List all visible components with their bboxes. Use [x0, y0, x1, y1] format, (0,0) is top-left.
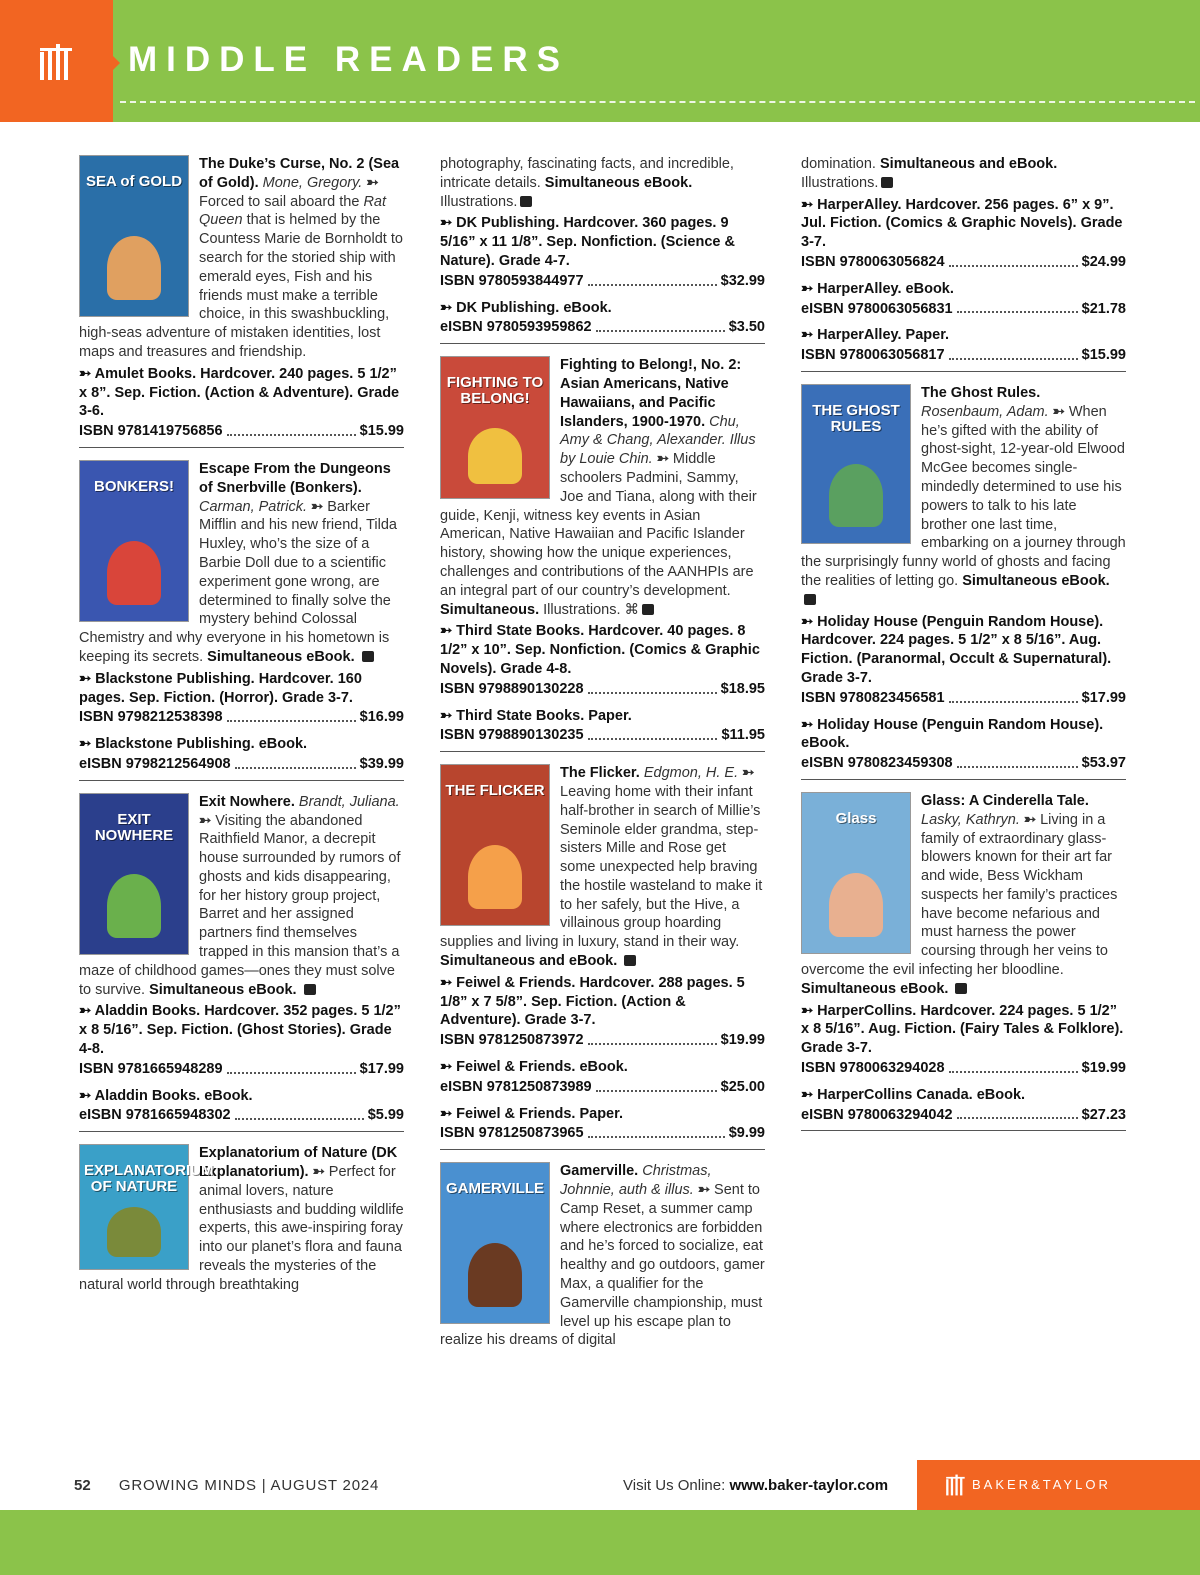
- isbn-number: eISBN 9798212564908: [79, 755, 231, 772]
- description-continued: domination.: [801, 156, 880, 172]
- price: $17.99: [359, 1060, 404, 1077]
- isbn-price-row: [801, 253, 1126, 272]
- description-continued: photography, fascinating facts, and incredible, intricate details.: [440, 156, 734, 191]
- arrow-icon: ➳: [1052, 403, 1069, 420]
- book-author: Chu, Amy & Chang, Alexander. Illus by Louie Chin.: [560, 413, 756, 468]
- book-cover-image[interactable]: [801, 792, 911, 954]
- isbn-number: ISBN 9780593844977: [440, 272, 584, 289]
- dot-leader: [957, 300, 1078, 314]
- isbn-number: eISBN 9780593959862: [440, 319, 592, 336]
- price: $5.99: [367, 1107, 404, 1124]
- isbn-number: eISBN 9781665948302: [79, 1107, 231, 1124]
- format-line: ➳ Feiwel & Friends. eBook.: [440, 1059, 628, 1076]
- isbn-price-row: [801, 754, 1126, 773]
- price: $17.99: [1081, 689, 1126, 706]
- book-title: The Duke’s Curse, No. 2 (Sea of Gold).: [199, 156, 400, 191]
- dot-leader: [949, 253, 1078, 267]
- baker-taylor-logo-icon: [945, 1473, 967, 1497]
- dot-leader: [596, 1078, 717, 1092]
- cover-title: EXIT NOWHERE: [94, 810, 174, 844]
- isbn-price-row: [79, 708, 404, 727]
- format-line: ➳ Aladdin Books. eBook.: [79, 1087, 253, 1104]
- ebook-icon: [642, 604, 654, 615]
- cover-figure: [468, 428, 522, 484]
- dot-leader: [588, 680, 717, 694]
- price: $27.23: [1081, 1106, 1126, 1123]
- book-entry: [801, 792, 1126, 1132]
- dot-leader: [235, 1106, 364, 1120]
- book-title: Exit Nowhere.: [199, 793, 299, 810]
- description-text: Middle schoolers Padmini, Sammy, Joe and Tiana, along with their guide, Kenji, witness key events in Asian American, Native Hawaiian and Pacific Islander history, showing how the unique experiences, challenges and contributions of the AANHPIs are an integral part of our country’s development.: [440, 451, 757, 599]
- price: $18.95: [720, 680, 765, 697]
- book-title: The Flicker.: [560, 765, 644, 782]
- description-text: Barker Mifflin and his new friend, Tilda Huxley, who’s the size of a Barbie Doll due to a scientific experiment gone wrong, are determined to finally solve the mystery behind Colossal Chemistry and why everyone in his hometown is keeping its secrets.: [79, 498, 398, 665]
- description-text: Leaving home with their infant half-brother in search of Millie’s Seminole elder grandma, step-sisters Mille and Rose get some unexpected help braving the hostile wasteland to make it to her safely, but the Hive, a villainous group hoarding supplies and living in luxury, stand in their way.: [440, 783, 763, 951]
- book-entry: [79, 155, 404, 448]
- isbn-number: eISBN 9780063294042: [801, 1106, 953, 1123]
- book-cover-image[interactable]: [79, 460, 189, 622]
- description-text: Living in a family of extraordinary glass-blowers known for their art far and wide, Bess Wickham suspects her family’s practices have become nefarious and must harness the power coursing through her veins to overcome the evil infecting her bloodline.: [801, 811, 1118, 979]
- cover-figure: [107, 541, 161, 605]
- book-author: Mone, Gregory.: [262, 174, 367, 191]
- book-entry: [440, 764, 765, 1150]
- page-number: 52: [74, 1477, 91, 1494]
- price: $53.97: [1081, 755, 1126, 772]
- isbn-number: ISBN 9798890130228: [440, 680, 584, 697]
- footer-visit: [623, 1477, 888, 1494]
- availability-note: Simultaneous and eBook.: [440, 953, 622, 970]
- format-line: ➳ DK Publishing. Hardcover. 360 pages. 9 5/16” x 11 1/8”. Sep. Nonfiction. (Science & Nature). Grade 4-7.: [440, 215, 735, 269]
- cover-title: BONKERS!: [93, 477, 174, 495]
- availability-note: Simultaneous eBook.: [801, 980, 953, 997]
- book-author: Rosenbaum, Adam.: [921, 403, 1053, 420]
- isbn-number: ISBN 9780823456581: [801, 689, 945, 706]
- dot-leader: [949, 689, 1078, 703]
- book-cover-image[interactable]: [440, 764, 550, 926]
- cover-title: GAMERVILLE: [445, 1180, 545, 1198]
- book-cover-image[interactable]: [79, 155, 189, 317]
- cover-figure: [829, 873, 883, 937]
- isbn-price-row: [801, 1059, 1126, 1078]
- arrow-icon: ➳: [311, 498, 328, 515]
- price: $16.99: [359, 709, 404, 726]
- dot-leader: [957, 1106, 1078, 1120]
- brand-logo: [0, 0, 113, 122]
- cover-figure: [107, 1207, 161, 1257]
- book-author: Brandt, Juliana.: [298, 793, 400, 810]
- isbn-number: ISBN 9798212538398: [79, 709, 223, 726]
- isbn-number: ISBN 9781250873965: [440, 1125, 584, 1142]
- price: $11.95: [721, 727, 765, 744]
- book-cover-image[interactable]: [79, 1144, 214, 1270]
- ebook-icon: [881, 177, 893, 188]
- publication-name: GROWING MINDS | AUGUST 2024: [118, 1477, 380, 1494]
- dot-leader: [596, 318, 725, 332]
- book-entry: [440, 356, 765, 752]
- availability-note: Simultaneous eBook.: [544, 174, 693, 191]
- format-line: ➳ Blackstone Publishing. eBook.: [79, 736, 308, 753]
- ebook-icon: [624, 955, 636, 966]
- cover-title: THE GHOST RULES: [812, 401, 900, 435]
- isbn-number: eISBN 9780823459308: [801, 755, 953, 772]
- ebook-icon: [955, 983, 967, 994]
- illustrations-note: Illustrations.: [801, 174, 879, 191]
- book-author: Edgmon, H. E.: [643, 765, 743, 782]
- format-line: ➳ HarperAlley. eBook.: [801, 280, 954, 297]
- arrow-icon: ➳: [312, 1164, 329, 1181]
- dot-leader: [949, 1059, 1078, 1073]
- cover-title: Glass: [835, 809, 877, 827]
- illustrations-note: Illustrations.: [440, 193, 518, 210]
- format-line: ➳ Amulet Books. Hardcover. 240 pages. 5 1/2” x 8”. Sep. Fiction. (Action & Adventure). Grade 3-6.: [79, 365, 400, 420]
- price: $21.78: [1081, 300, 1126, 317]
- price: $9.99: [728, 1125, 765, 1142]
- format-line: ➳ Feiwel & Friends. Hardcover. 288 pages. 5 1/8” x 7 5/8”. Sep. Fiction. (Action & Adventure). Grade 3-7.: [440, 974, 745, 1029]
- price: $25.00: [720, 1078, 765, 1095]
- dot-leader: [227, 422, 356, 436]
- cover-figure: [468, 845, 522, 909]
- column-2: [440, 155, 765, 1368]
- isbn-price-row: [801, 346, 1126, 365]
- price: $15.99: [359, 423, 404, 440]
- price: $3.50: [728, 319, 765, 336]
- book-entry: [801, 384, 1126, 780]
- baker-taylor-logo-icon: [38, 42, 76, 82]
- price: $24.99: [1081, 253, 1126, 270]
- book-title: Glass: A Cinderella Tale.: [921, 792, 1089, 809]
- book-cover-image[interactable]: [79, 793, 189, 955]
- book-cover-image[interactable]: [801, 384, 911, 544]
- website-link[interactable]: www.baker-taylor.com: [729, 1477, 889, 1494]
- price: $19.99: [1081, 1060, 1126, 1077]
- column-1: [79, 155, 404, 1313]
- visit-label: Visit Us Online:: [623, 1477, 726, 1494]
- book-cover-image[interactable]: [440, 1162, 550, 1324]
- isbn-number: eISBN 9781250873989: [440, 1078, 592, 1095]
- cover-title: FIGHTING TO BELONG!: [446, 374, 544, 408]
- price: $15.99: [1081, 347, 1126, 364]
- book-author: Carman, Patrick.: [199, 498, 311, 515]
- book-entry: [801, 155, 1126, 372]
- book-title: Fighting to Belong!, No. 2: Asian Americans, Native Hawaiians, and Pacific Islanders, 1900-1970.: [560, 357, 742, 430]
- dot-leader: [227, 708, 356, 722]
- book-title: The Ghost Rules.: [921, 384, 1041, 401]
- format-line: ➳ Blackstone Publishing. Hardcover. 160 pages. Sep. Fiction. (Horror). Grade 3-7.: [79, 670, 362, 706]
- isbn-number: eISBN 9780063056831: [801, 300, 953, 317]
- book-entry: [440, 155, 765, 344]
- isbn-price-row: [440, 1124, 765, 1143]
- format-line: ➳ DK Publishing. eBook.: [440, 299, 612, 316]
- format-line: ➳ Third State Books. Paper.: [440, 707, 632, 724]
- arrow-icon: ➳: [656, 451, 673, 468]
- isbn-price-row: [440, 1078, 765, 1097]
- isbn-number: ISBN 9781419756856: [79, 423, 223, 440]
- format-line: ➳ Holiday House (Penguin Random House). eBook.: [801, 716, 1104, 752]
- isbn-price-row: [440, 318, 765, 337]
- illustrations-note: Illustrations. ⌘: [543, 601, 640, 618]
- isbn-price-row: [79, 1060, 404, 1079]
- description-text: that is helmed by the Countess Marie de Bornholdt to search for the storied ship with emerald eyes, Fish and his friends must make a terrible choice, in this swashbuckling, high-seas adventure of mistaken identities, lost maps and treasures and friendship.: [79, 212, 403, 360]
- cover-title: THE FLICKER: [445, 782, 545, 800]
- book-author: Lasky, Kathryn.: [921, 811, 1024, 828]
- dot-leader: [588, 272, 717, 286]
- ebook-icon: [304, 984, 316, 995]
- format-line: ➳ HarperAlley. Hardcover. 256 pages. 6” x 9”. Jul. Fiction. (Comics & Graphic Novels). Grade 3-7.: [801, 196, 1123, 251]
- description-text: Rat Queen: [199, 193, 387, 229]
- dot-leader: [588, 1124, 725, 1138]
- arrow-icon: ➳: [199, 812, 216, 829]
- arrow-icon: ➳: [697, 1182, 715, 1199]
- footer-left: [74, 1477, 379, 1494]
- format-line: ➳ HarperCollins. Hardcover. 224 pages. 5 1/2” x 8 5/16”. Aug. Fiction. (Fairy Tales & Folklore). Grade 3-7.: [801, 1002, 1124, 1057]
- format-line: ➳ HarperAlley. Paper.: [801, 327, 950, 344]
- header-dashed-rule: [120, 101, 1195, 103]
- book-entry: [440, 1162, 765, 1356]
- isbn-price-row: [801, 300, 1126, 319]
- book-description: [440, 155, 765, 211]
- book-description: [801, 155, 1126, 193]
- isbn-price-row: [440, 726, 765, 745]
- isbn-number: ISBN 9798890130235: [440, 727, 584, 744]
- description-text: When he’s gifted with the ability of ghost-sight, 12-year-old Elwood McGee becomes single-mindedly determined to use his powers to talk to his late brother one last time, embarking on a journey through the surprisingly funny world of ghosts and facing the realities of letting go.: [801, 403, 1126, 589]
- book-entry: [79, 1144, 404, 1300]
- price: $19.99: [720, 1032, 765, 1049]
- book-cover-image[interactable]: [440, 356, 550, 499]
- footer-bar: [0, 1510, 1200, 1575]
- isbn-price-row: [79, 422, 404, 441]
- format-line: ➳ Holiday House (Penguin Random House). Hardcover. 224 pages. 5 1/2” x 8 5/16”. Aug. Fiction. (Paranormal, Occult & Supernatural). Grade 3-7.: [801, 613, 1112, 686]
- format-line: ➳ Aladdin Books. Hardcover. 352 pages. 5 1/2” x 8 5/16”. Sep. Fiction. (Ghost Stories). Grade 4-8.: [79, 1003, 401, 1058]
- isbn-number: ISBN 9781250873972: [440, 1032, 584, 1049]
- isbn-number: ISBN 9780063056824: [801, 253, 945, 270]
- availability-note: Simultaneous.: [440, 601, 544, 618]
- cover-figure: [468, 1243, 522, 1307]
- footer-brand-logo: [917, 1460, 1200, 1510]
- isbn-price-row: [440, 680, 765, 699]
- isbn-price-row: [79, 755, 404, 774]
- isbn-number: ISBN 9780063056817: [801, 347, 945, 364]
- arrow-icon: ➳: [742, 765, 755, 782]
- book-title: Escape From the Dungeons of Snerbville (Bonkers).: [199, 460, 391, 496]
- dot-leader: [227, 1060, 356, 1074]
- ebook-icon: [520, 196, 532, 207]
- dot-leader: [949, 346, 1078, 360]
- availability-note: Simultaneous and eBook.: [880, 156, 1058, 172]
- availability-note: Simultaneous eBook.: [207, 648, 359, 665]
- logo-notch: [113, 56, 120, 70]
- format-line: ➳ Feiwel & Friends. Paper.: [440, 1105, 623, 1122]
- isbn-price-row: [801, 1106, 1126, 1125]
- description-text: Perfect for animal lovers, nature enthusiasts and budding wildlife experts, this awe-inspiring foray into our planet’s flora and fauna reveals the mysteries of the natural world through breathtaking: [79, 1164, 404, 1293]
- price: $32.99: [720, 272, 765, 289]
- description-text: Forced to sail aboard the: [199, 193, 364, 210]
- isbn-number: ISBN 9781665948289: [79, 1060, 223, 1077]
- book-title: Explanatorium of Nature (DK Explanatorium).: [199, 1145, 398, 1181]
- format-line: ➳ HarperCollins Canada. eBook.: [801, 1086, 1026, 1103]
- availability-note: Simultaneous eBook.: [149, 981, 301, 998]
- book-entry: [79, 793, 404, 1133]
- dot-leader: [957, 754, 1078, 768]
- book-entry: [79, 460, 404, 781]
- section-title: MIDDLE READERS: [128, 40, 570, 79]
- cover-figure: [107, 236, 161, 300]
- dot-leader: [588, 1031, 717, 1045]
- column-3: [801, 155, 1126, 1143]
- brand-name: BAKER&TAYLOR: [972, 1477, 1111, 1492]
- cover-figure: [107, 874, 161, 938]
- dot-leader: [235, 755, 356, 769]
- cover-figure: [829, 464, 883, 527]
- ebook-icon: [362, 651, 374, 662]
- arrow-icon: ➳: [366, 174, 379, 191]
- price: $39.99: [359, 755, 404, 772]
- cover-title: SEA of GOLD: [85, 173, 183, 190]
- book-author: Christmas, Johnnie, auth & illus.: [560, 1163, 712, 1199]
- ebook-icon: [804, 594, 816, 605]
- isbn-number: ISBN 9780063294028: [801, 1060, 945, 1077]
- description-text: Visiting the abandoned Raithfield Manor, a decrepit house surrounded by rumors of ghosts and kids disappearing, for her history group project, Barret and her assigned partners find themselves trapped in this mansion that’s a maze of childhood games—ones they must solve to survive.: [79, 812, 401, 998]
- description-text: Sent to Camp Reset, a summer camp where electronics are forbidden and he’s forced to socialize, eat healthy and go outdoors, gamer Max, a qualifier for the Gamerville championship, must level up his escape plan to realize his dreams of digital: [440, 1182, 765, 1349]
- isbn-price-row: [440, 1031, 765, 1050]
- format-line: ➳ Third State Books. Hardcover. 40 pages. 8 1/2” x 10”. Sep. Nonfiction. (Comics & Graphic Novels). Grade 4-8.: [440, 623, 760, 677]
- arrow-icon: ➳: [1023, 811, 1041, 828]
- isbn-price-row: [79, 1106, 404, 1125]
- availability-note: Simultaneous eBook.: [958, 572, 1110, 589]
- cover-title: EXPLANATORIUM OF NATURE: [84, 1162, 214, 1196]
- isbn-price-row: [440, 272, 765, 291]
- dot-leader: [588, 726, 718, 740]
- isbn-price-row: [801, 689, 1126, 708]
- page-header: [0, 0, 1200, 122]
- book-title: Gamerville.: [560, 1163, 643, 1180]
